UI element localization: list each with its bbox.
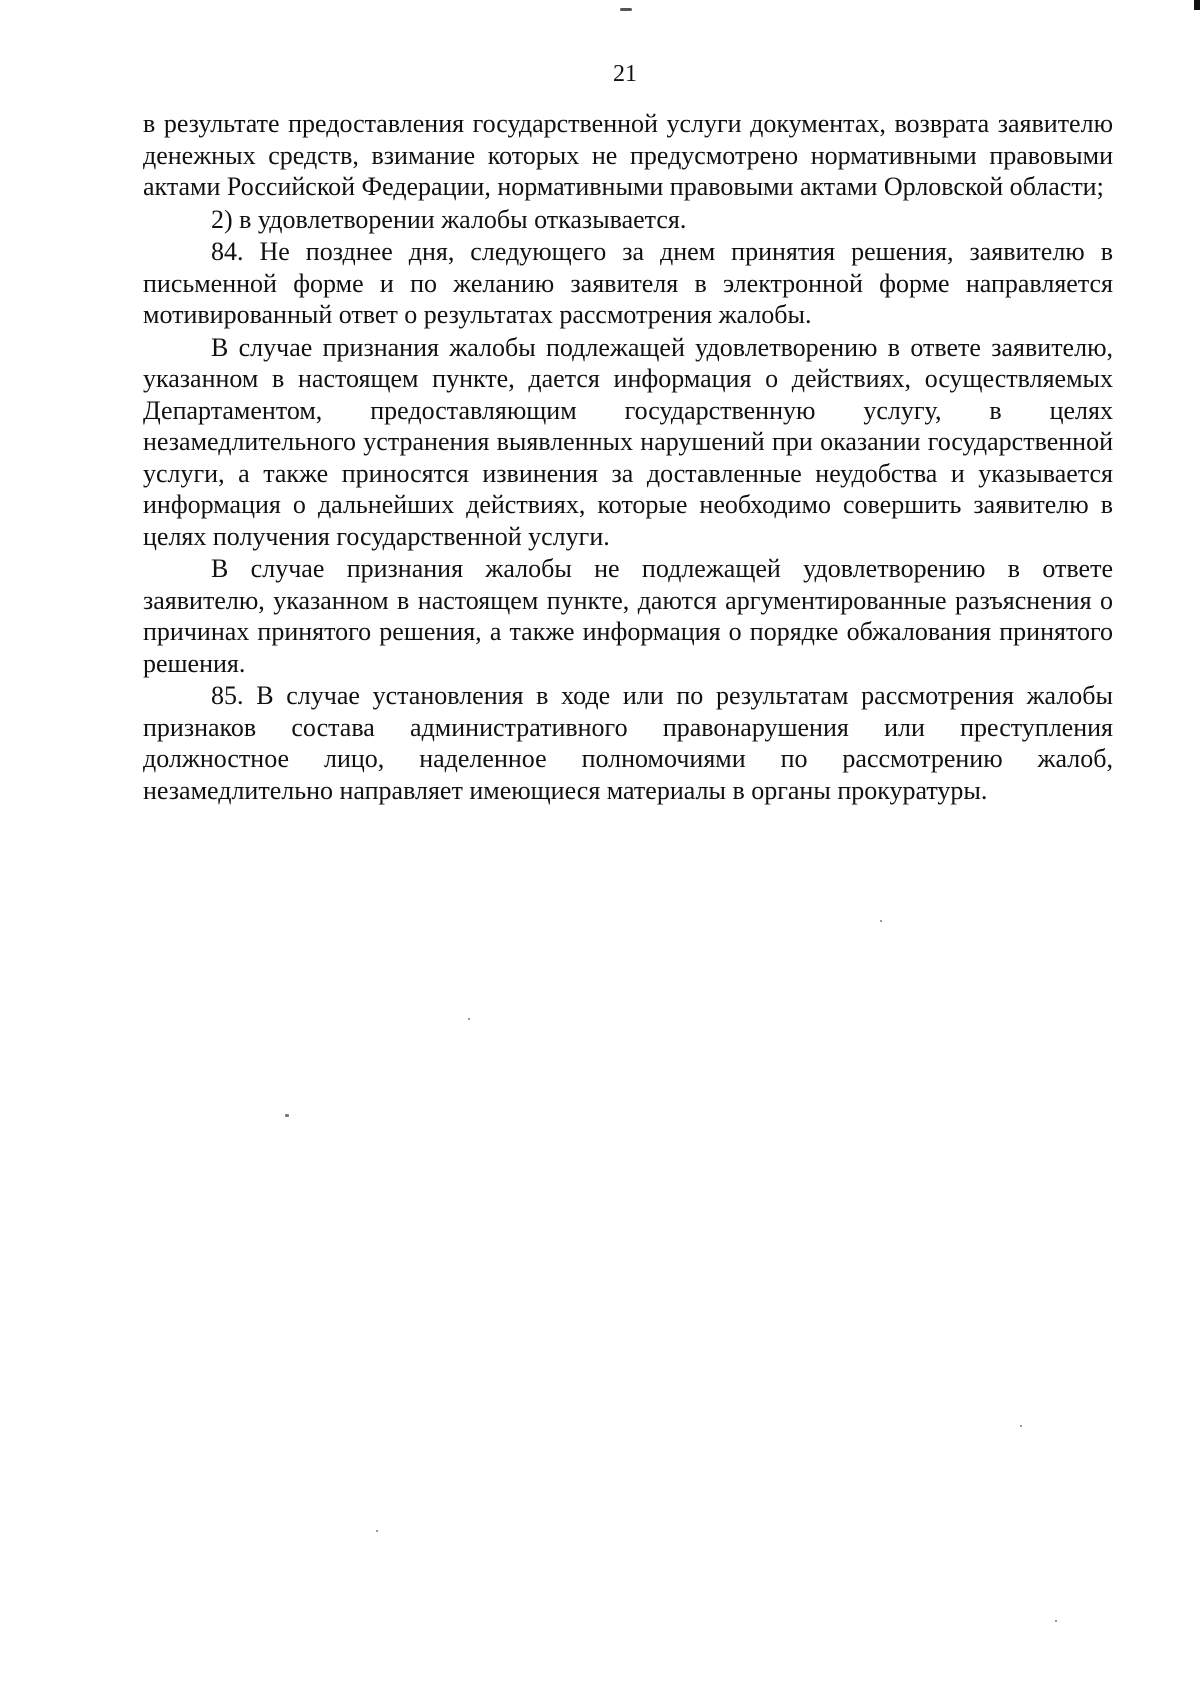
scan-speck: [1055, 1620, 1057, 1622]
scan-speck: [468, 1018, 470, 1020]
paragraph-85: 85. В случае установления в ходе или по результатам рассмотрения жалобы признаков состава административного правонарушения или преступления должностное лицо, наделенное полномочиями по рассмотрению жалоб, незамедлительно направляет имеющиеся материалы в органы прокуратуры.: [143, 681, 1113, 805]
page-number: 21: [613, 61, 637, 87]
scan-speck: [285, 1114, 289, 1117]
document-body: [143, 108, 1113, 807]
scan-speck: [880, 920, 882, 922]
scan-speck: [376, 1530, 378, 1532]
paragraph-continuation: в результате предоставления государственной услуги документах, возврата заявителю денежных средств, взимание которых не предусмотрено нормативными правовыми актами Российской Федерации, нормативными правовыми актами Орловской области;: [143, 109, 1113, 201]
paragraph-rejection-case: В случае признания жалобы не подлежащей удовлетворению в ответе заявителю, указанном в настоящем пункте, даются аргументированные разъяснения о причинах принятого решения, а также информация о порядке обжалования принятого решения.: [143, 554, 1113, 678]
scan-corner-mark: [1194, 0, 1200, 10]
paragraph-84: 84. Не позднее дня, следующего за днем принятия решения, заявителю в письменной форме и по желанию заявителя в электронной форме направляется мотивированный ответ о результатах рассмотрения жалобы.: [143, 237, 1113, 329]
scan-speck: [1020, 1425, 1022, 1427]
paragraph-item-2: 2) в удовлетворении жалобы отказывается.: [211, 204, 687, 234]
paragraph-satisfaction-case: В случае признания жалобы подлежащей удовлетворению в ответе заявителю, указанном в настоящем пункте, дается информация о действиях, осуществляемых Департаментом, предоставляющим государственную услугу, в целях незамедлительного устранения выявленных нарушений при оказании государственной услуги, а также приносятся извинения за доставленные неудобства и указывается информация о дальнейших действиях, которые необходимо совершить заявителю в целях получения государственной услуги.: [143, 332, 1113, 551]
scan-mark: [620, 8, 632, 11]
